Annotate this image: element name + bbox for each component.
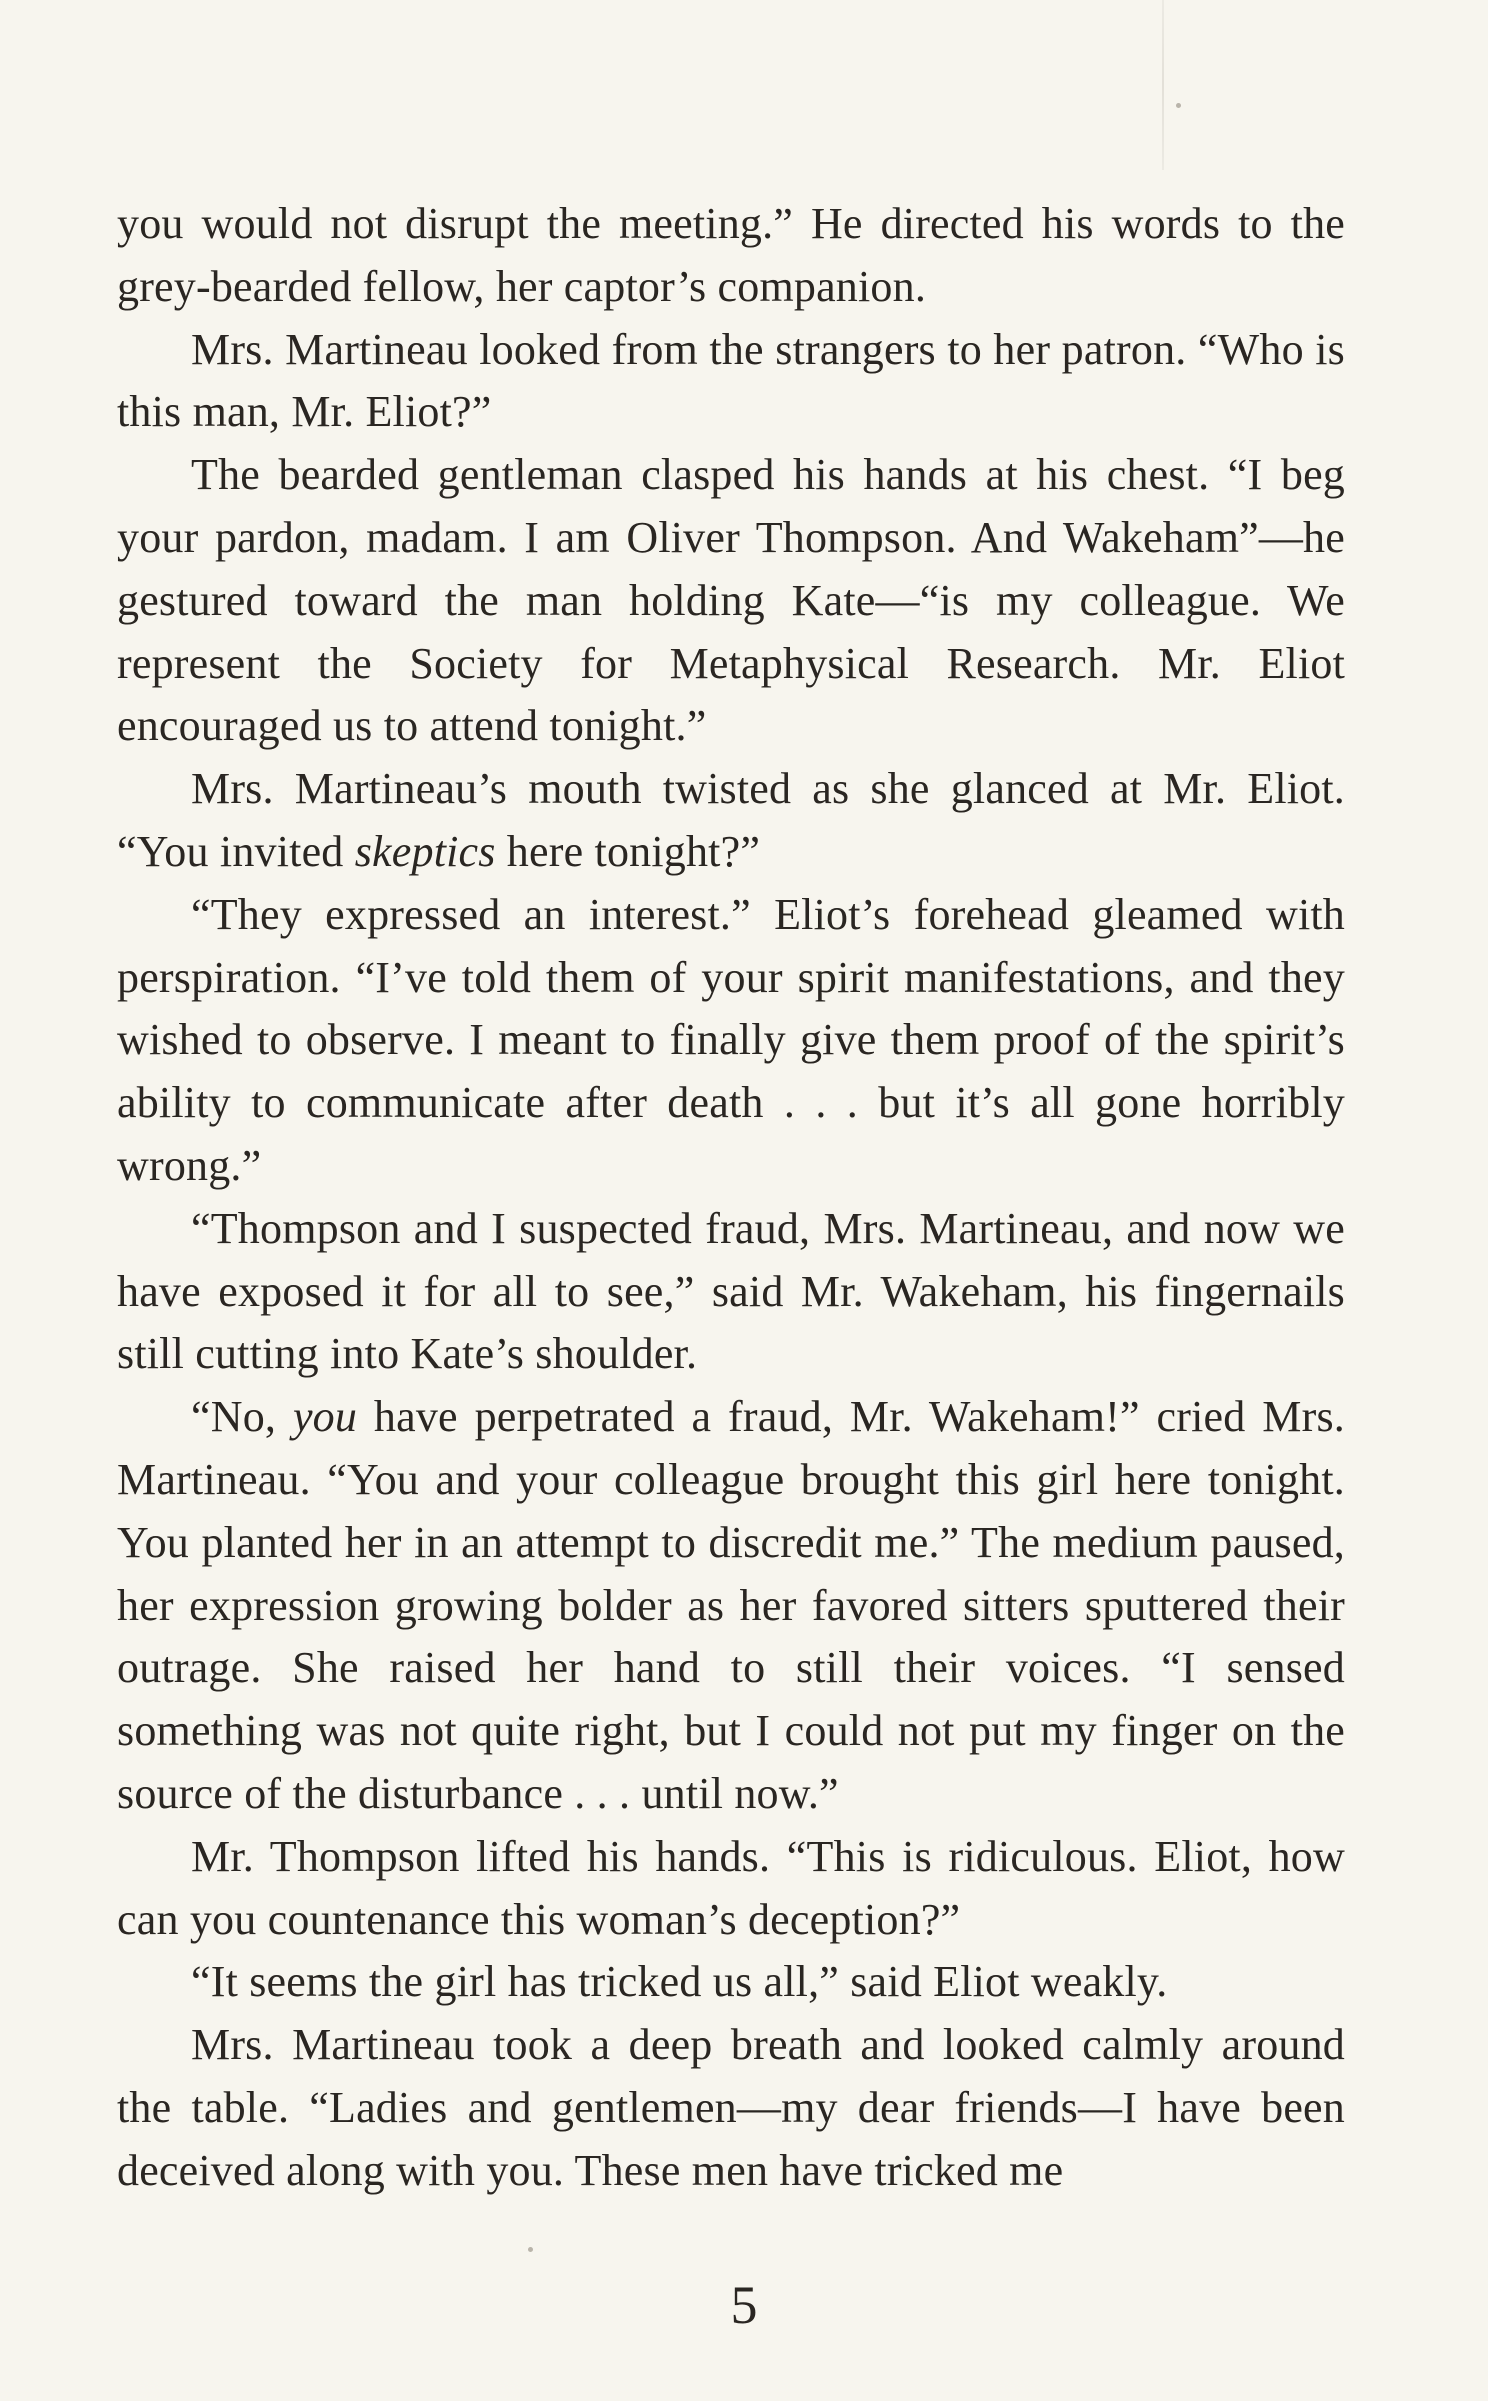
paragraph xyxy=(117,1826,1345,1952)
paragraph xyxy=(117,884,1345,1198)
italic-text-run: you xyxy=(292,1392,358,1442)
paragraph xyxy=(117,1198,1345,1386)
body-text xyxy=(117,193,1345,2203)
paragraph xyxy=(117,2014,1345,2202)
text-run: “They expressed an interest.” Eliot’s forehead gleamed with perspiration. “I’ve told them of your spirit manifestations, and they wished to observe. I meant to finally give them proof of the spirit’s ability to communicate after death . . . but it’s all gone horribly wrong.” xyxy=(117,889,1345,1190)
paragraph xyxy=(117,444,1345,758)
text-run: Mrs. Martineau looked from the strangers to her patron. “Who is this man, Mr. Eliot?” xyxy=(117,324,1345,437)
text-run: Mrs. Martineau’s mouth twisted as she glanced at Mr. Eliot. “You invited xyxy=(117,764,1345,876)
paragraph xyxy=(117,1951,1345,2014)
paragraph xyxy=(117,193,1345,319)
text-run: “Thompson and I suspected fraud, Mrs. Martineau, and now we have exposed it for all to see,” said Mr. Wakeham, his fingernails still cutting into Kate’s shoulder. xyxy=(117,1203,1345,1379)
italic-text-run: skeptics xyxy=(354,826,496,876)
paragraph xyxy=(117,1386,1345,1826)
text-run: Mr. Thompson lifted his hands. “This is ridiculous. Eliot, how can you countenance this woman’s deception?” xyxy=(117,1831,1345,1944)
text-run: Mrs. Martineau took a deep breath and looked calmly around the table. “Ladies and gentlemen—my dear friends—I have been deceived along with you. These men have tricked me xyxy=(117,2020,1345,2195)
text-run: here tonight?” xyxy=(495,826,761,876)
page-edge-shadow xyxy=(1162,0,1164,170)
text-run: “No, xyxy=(191,1392,293,1442)
text-run: you would not disrupt the meeting.” He directed his words to the grey-bearded fellow, her captor’s companion. xyxy=(117,199,1345,311)
paragraph xyxy=(117,319,1345,445)
text-run: The bearded gentleman clasped his hands at his chest. “I beg your pardon, madam. I am Oliver Thompson. And Wakeham”—he gestured toward the man holding Kate—“is my colleague. We represent the Society for Metaphysical Research. Mr. Eliot encouraged us to attend tonight.” xyxy=(117,450,1345,751)
paper-speck xyxy=(528,2247,533,2252)
text-run: “It seems the girl has tricked us all,” said Eliot weakly. xyxy=(191,1957,1168,2007)
paragraph xyxy=(117,758,1345,884)
paper-speck xyxy=(1176,103,1181,108)
text-run: have perpetrated a fraud, Mr. Wakeham!” cried Mrs. Martineau. “You and your colleague brought this girl here tonight. You planted her in an attempt to discredit me.” The medium paused, her expression growing bolder as her favored sitters sputtered their outrage. She raised her hand to still their voices. “I sensed something was not quite right, but I could not put my finger on the source of the disturbance . . . until now.” xyxy=(117,1392,1345,1818)
page-number: 5 xyxy=(730,2275,758,2335)
